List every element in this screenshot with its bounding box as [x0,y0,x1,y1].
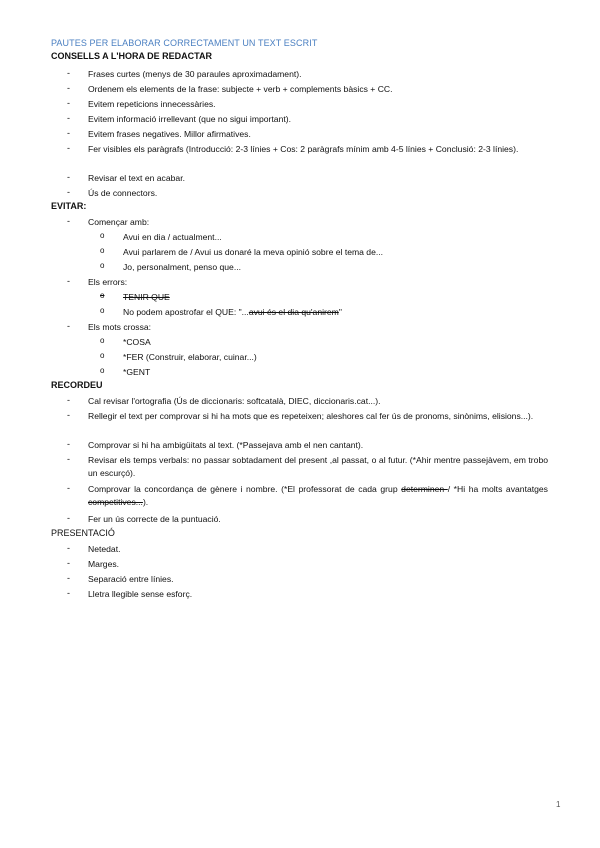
page-number: 1 [556,800,561,809]
document-title: PAUTES PER ELABORAR CORRECTAMENT UN TEXT ESCRIT [51,38,318,48]
evitar-crossa-item-2: *FER (Construir, elaborar, cuinar...) [123,352,257,362]
presentacio-item-2: Marges. [88,559,120,569]
bullet-circle: o [100,246,105,255]
heading-evitar: EVITAR: [51,201,87,211]
presentacio-item-1: Netedat. [88,544,121,554]
evitar-comencar-item-2: Avui parlarem de / Avui us donaré la meva opinió sobre el tema de... [123,247,384,257]
bullet-dash: - [67,143,70,153]
recordeu-item-2: Rellegir el text per comprovar si hi ha mots que es repeteixen; aleshores cal fer ús de pronoms, sinònims, elisions...). [88,411,534,421]
evitar-errors-item-1: TENIR QUE [123,292,170,302]
consells-item-8: Ús de connectors. [88,188,158,198]
bullet-dash: - [67,513,70,523]
evitar-errors-item-2 [123,306,543,319]
bullet-dash: - [67,276,70,286]
item5-part-c: / *Hi ha molts avantatges [447,484,548,494]
recordeu-item-3: Comprovar si hi ha ambigüitats al text. (*Passejava amb el nen cantant). [88,440,364,450]
bullet-dash: - [67,187,70,197]
bullet-dash: - [67,68,70,78]
bullet-dash: - [67,83,70,93]
heading-presentacio: PRESENTACIÓ [51,528,115,538]
heading-recordeu: RECORDEU [51,380,103,390]
presentacio-item-4: Lletra llegible sense esforç. [88,589,193,599]
evitar-crossa-label: Els mots crossa: [88,322,152,332]
bullet-dash: - [67,483,70,493]
errors-item2-prefix: No podem apostrofar el QUE: "... [123,307,249,317]
bullet-dash: - [67,573,70,583]
heading-consells: CONSELLS A L'HORA DE REDACTAR [51,51,212,61]
consells-item-4: Evitem informació irrellevant (que no sigui important). [88,114,291,124]
presentacio-item-3: Separació entre línies. [88,574,174,584]
recordeu-item-1: Cal revisar l'ortografia (Ús de diccionaris: softcatalà, DIEC, diccionaris.cat...). [88,396,381,406]
bullet-dash: - [67,113,70,123]
recordeu-item-6: Fer un ús correcte de la puntuació. [88,514,221,524]
evitar-errors-label: Els errors: [88,277,128,287]
consells-item-3: Evitem repeticions innecessàries. [88,99,216,109]
bullet-dash: - [67,439,70,449]
bullet-dash: - [67,588,70,598]
bullet-dash: - [67,98,70,108]
bullet-dash: - [67,543,70,553]
evitar-crossa-item-3: *GENT [123,367,151,377]
consells-item-1: Frases curtes (menys de 30 paraules aproximadament). [88,69,302,79]
evitar-comencar-item-3: Jo, personalment, penso que... [123,262,242,272]
bullet-circle: o [100,231,105,240]
bullet-circle: o [100,366,105,375]
consells-item-5: Evitem frases negatives. Millor afirmatives. [88,129,251,139]
errors-item2-suffix: " [338,307,342,317]
bullet-dash: - [67,558,70,568]
evitar-comencar-label: Començar amb: [88,217,150,227]
bullet-dash: - [67,395,70,405]
item5-part-e: ). [142,497,149,507]
bullet-circle: o [100,351,105,360]
bullet-circle: o [100,306,105,315]
bullet-circle: o [100,336,105,345]
consells-item-2: Ordenem els elements de la frase: subjecte + verb + complements bàsics + CC. [88,84,393,94]
evitar-comencar-item-1: Avui en dia / actualment... [123,232,222,242]
item5-part-a: Comprovar la concordança de gènere i nombre. (*El professorat de cada grup [88,484,402,494]
bullet-dash: - [67,454,70,464]
evitar-crossa-item-1: *COSA [123,337,151,347]
consells-item-6: Fer visibles els paràgrafs (Introducció: 2-3 línies + Cos: 2 paràgrafs mínim amb 4-5 línies + Conclusió: 2-3 línies). [88,144,519,154]
bullet-dash: - [67,321,70,331]
bullet-circle: o [100,261,105,270]
item5-struck-2: competitives... [88,497,143,507]
consells-item-7: Revisar el text en acabar. [88,173,185,183]
bullet-dash: - [67,128,70,138]
bullet-dash: - [67,172,70,182]
errors-item2-struck: avui és el dia qu'anirem [248,307,339,317]
bullet-dash: - [67,216,70,226]
bullet-dash: - [67,410,70,420]
bullet-circle: o [100,291,105,300]
recordeu-item-5 [88,483,548,509]
recordeu-item-4: Revisar els temps verbals: no passar sobtadament del present ,al passat, o al futur. (*Ahir mentre passejàvem, em trobo un escurçó). [88,455,548,478]
item5-struck-1: determinen [401,484,448,494]
